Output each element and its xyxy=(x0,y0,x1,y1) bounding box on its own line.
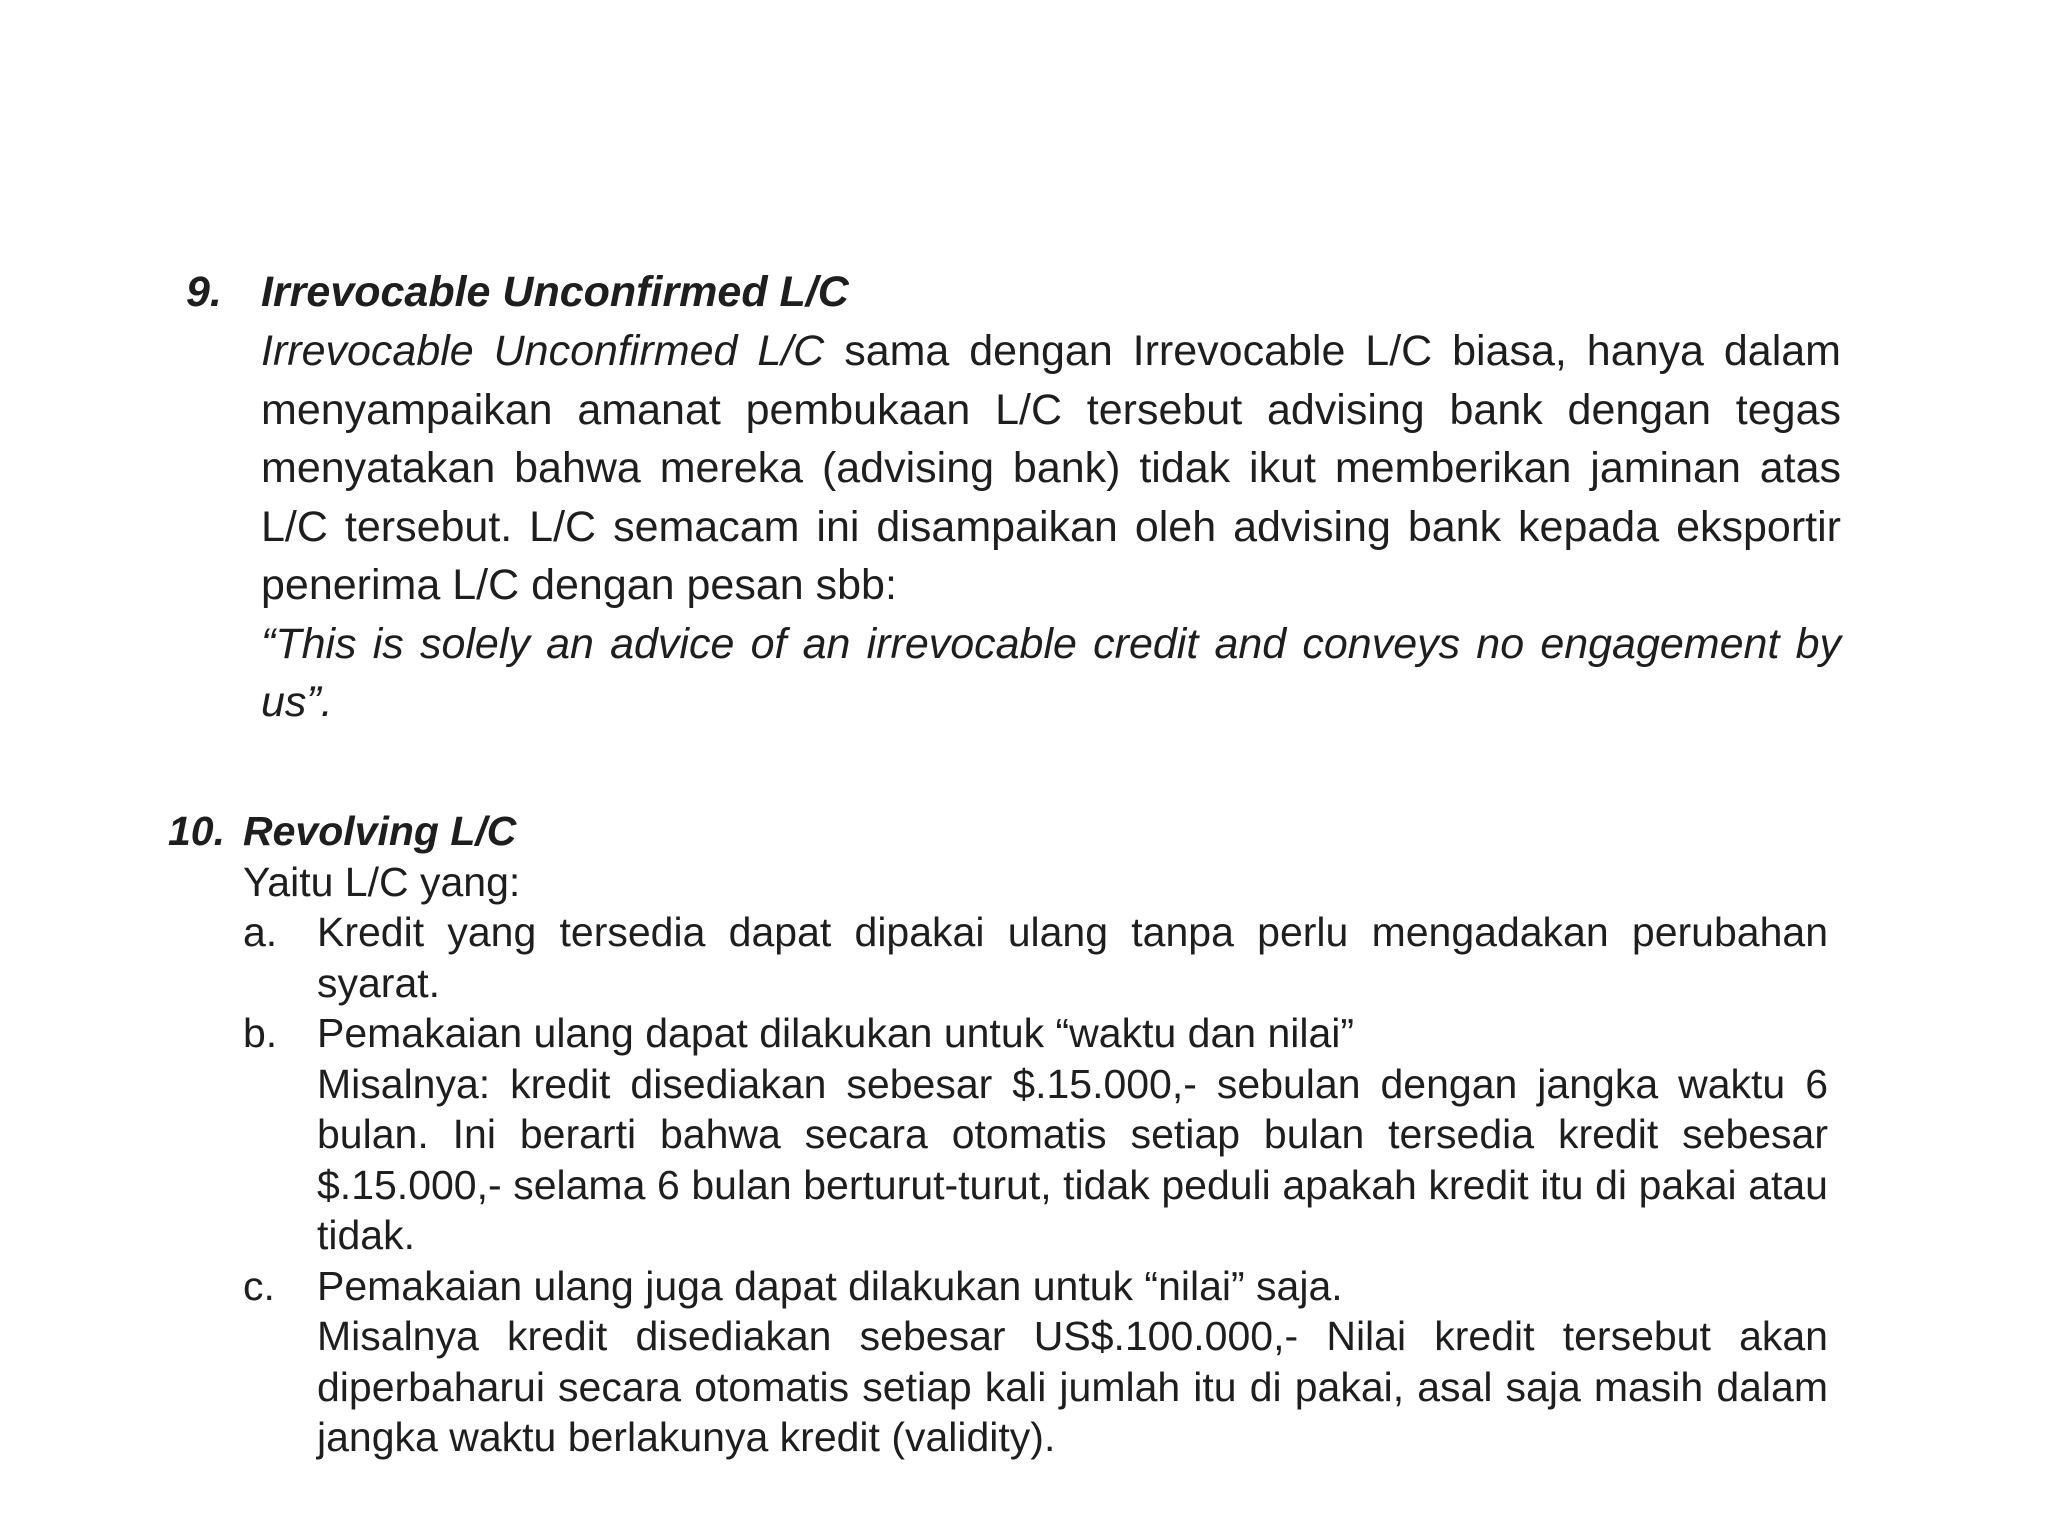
list-item xyxy=(243,1008,1828,1261)
list-item-content xyxy=(317,1261,1828,1463)
list-item-example: Misalnya kredit disediakan sebesar US$.100.000,- Nilai kredit tersebut akan diperbaharui secara otomatis setiap kali jumlah itu di pakai, asal saja masih dalam jangka waktu berlakunya kredit (validity). xyxy=(317,1313,1828,1460)
section-9-heading xyxy=(186,262,1842,322)
list-item-text: Kredit yang tersedia dapat dipakai ulang tanpa perlu mengadakan perubahan syarat. xyxy=(317,909,1828,1006)
section-10-intro: Yaitu L/C yang: xyxy=(243,859,521,905)
list-item-marker: c. xyxy=(243,1262,275,1309)
list-item-marker: b. xyxy=(243,1010,278,1056)
section-10 xyxy=(168,805,1828,1463)
section-9-quote: “This is solely an advice of an irrevocable credit and conveys no engagement by us”. xyxy=(261,619,1841,726)
section-9-body xyxy=(261,322,1841,732)
section-10-list xyxy=(243,907,1828,1463)
list-item-example: Misalnya: kredit disediakan sebesar $.15.000,- sebulan dengan jangka waktu 6 bulan. Ini berarti bahwa secara otomatis setiap bulan tersedia kredit sebesar $.15.000,- selama 6 bulan berturut-turut, tidak peduli apakah kredit itu di pakai atau tidak. xyxy=(317,1060,1828,1258)
section-10-number: 10. xyxy=(168,808,225,854)
list-item-content xyxy=(317,1008,1828,1261)
section-9-paragraph-text: sama dengan Irrevocable L/C biasa, hanya dalam menyampaikan amanat pembukaan L/C tersebut advising bank dengan tegas menyatakan bahwa mereka (advising bank) tidak ikut memberikan jaminan atas L/C tersebut. L/C semacam ini disampaikan oleh advising bank kepada eksportir penerima L/C dengan pesan sbb: xyxy=(261,327,1842,609)
section-9-number: 9. xyxy=(186,268,222,316)
section-9-lead-term: Irrevocable Unconfirmed L/C xyxy=(261,327,825,375)
list-item-content xyxy=(317,907,1828,1008)
section-10-heading xyxy=(168,805,1828,857)
section-10-title: Revolving L/C xyxy=(243,808,517,854)
list-item-marker: a. xyxy=(243,909,278,955)
section-9 xyxy=(186,262,1842,732)
section-9-title: Irrevocable Unconfirmed L/C xyxy=(261,268,849,316)
list-item xyxy=(243,907,1828,1008)
list-item-text: Pemakaian ulang juga dapat dilakukan untuk “nilai” saja. xyxy=(317,1262,1343,1309)
section-9-paragraph xyxy=(261,322,1841,615)
list-item-text: Pemakaian ulang dapat dilakukan untuk “waktu dan nilai” xyxy=(317,1010,1355,1056)
list-item xyxy=(243,1261,1828,1463)
